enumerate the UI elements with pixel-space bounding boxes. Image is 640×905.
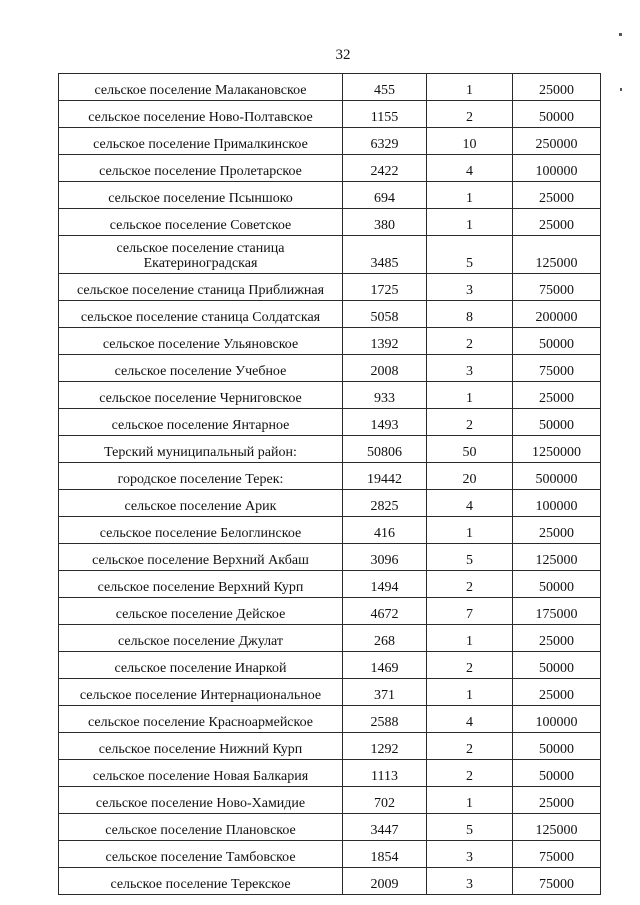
amount-cell: 25000 xyxy=(513,382,601,409)
population-cell: 1493 xyxy=(343,409,427,436)
count-cell: 2 xyxy=(427,571,513,598)
amount-cell: 25000 xyxy=(513,182,601,209)
population-cell: 694 xyxy=(343,182,427,209)
name-cell: сельское поселение Белоглинское xyxy=(59,517,343,544)
table-body xyxy=(59,74,601,895)
amount-cell: 50000 xyxy=(513,328,601,355)
population-cell: 1292 xyxy=(343,733,427,760)
population-cell: 2825 xyxy=(343,490,427,517)
count-cell: 1 xyxy=(427,625,513,652)
name-cell: сельское поселение станица Екатериноградская xyxy=(59,236,343,274)
name-cell: сельское поселение Пролетарское xyxy=(59,155,343,182)
count-cell: 7 xyxy=(427,598,513,625)
name-cell: сельское поселение Терекское xyxy=(59,868,343,895)
population-cell: 3096 xyxy=(343,544,427,571)
name-cell: городское поселение Терек: xyxy=(59,463,343,490)
name-cell: сельское поселение Ново-Полтавское xyxy=(59,101,343,128)
amount-cell: 75000 xyxy=(513,274,601,301)
count-cell: 4 xyxy=(427,706,513,733)
population-cell: 1155 xyxy=(343,101,427,128)
name-cell: сельское поселение Нижний Курп xyxy=(59,733,343,760)
count-cell: 2 xyxy=(427,760,513,787)
count-cell: 20 xyxy=(427,463,513,490)
count-cell: 1 xyxy=(427,74,513,101)
population-cell: 2009 xyxy=(343,868,427,895)
amount-cell: 25000 xyxy=(513,209,601,236)
table-row xyxy=(59,355,601,382)
name-cell: сельское поселение станица Приближная xyxy=(59,274,343,301)
count-cell: 2 xyxy=(427,328,513,355)
table-row xyxy=(59,868,601,895)
name-cell: сельское поселение Советское xyxy=(59,209,343,236)
count-cell: 1 xyxy=(427,209,513,236)
count-cell: 4 xyxy=(427,490,513,517)
amount-cell: 75000 xyxy=(513,841,601,868)
population-cell: 1113 xyxy=(343,760,427,787)
table-row xyxy=(59,236,601,274)
table-row xyxy=(59,301,601,328)
name-cell: Терский муниципальный район: xyxy=(59,436,343,463)
page-number: 32 xyxy=(335,47,351,63)
table-row xyxy=(59,814,601,841)
scan-speck xyxy=(620,88,622,91)
population-cell: 50806 xyxy=(343,436,427,463)
population-cell: 702 xyxy=(343,787,427,814)
amount-cell: 50000 xyxy=(513,571,601,598)
amount-cell: 25000 xyxy=(513,517,601,544)
table-row xyxy=(59,652,601,679)
population-cell: 371 xyxy=(343,679,427,706)
population-cell: 6329 xyxy=(343,128,427,155)
amount-cell: 125000 xyxy=(513,544,601,571)
amount-cell: 75000 xyxy=(513,355,601,382)
name-cell: сельское поселение Арик xyxy=(59,490,343,517)
table-row xyxy=(59,182,601,209)
population-cell: 1392 xyxy=(343,328,427,355)
population-cell: 1725 xyxy=(343,274,427,301)
count-cell: 50 xyxy=(427,436,513,463)
count-cell: 3 xyxy=(427,355,513,382)
amount-cell: 50000 xyxy=(513,733,601,760)
count-cell: 3 xyxy=(427,841,513,868)
count-cell: 2 xyxy=(427,733,513,760)
table-row xyxy=(59,274,601,301)
name-cell: сельское поселение Учебное xyxy=(59,355,343,382)
count-cell: 10 xyxy=(427,128,513,155)
count-cell: 1 xyxy=(427,382,513,409)
table-row xyxy=(59,598,601,625)
count-cell: 5 xyxy=(427,236,513,274)
name-cell: сельское поселение Верхний Акбаш xyxy=(59,544,343,571)
amount-cell: 25000 xyxy=(513,679,601,706)
table-row xyxy=(59,128,601,155)
table-row xyxy=(59,155,601,182)
amount-cell: 100000 xyxy=(513,155,601,182)
population-cell: 19442 xyxy=(343,463,427,490)
table-row xyxy=(59,328,601,355)
amount-cell: 125000 xyxy=(513,236,601,274)
table-row xyxy=(59,101,601,128)
count-cell: 1 xyxy=(427,182,513,209)
count-cell: 3 xyxy=(427,868,513,895)
name-cell: сельское поселение Инаркой xyxy=(59,652,343,679)
name-cell: сельское поселение Псыншоко xyxy=(59,182,343,209)
population-cell: 1854 xyxy=(343,841,427,868)
amount-cell: 75000 xyxy=(513,868,601,895)
amount-cell: 100000 xyxy=(513,490,601,517)
count-cell: 5 xyxy=(427,814,513,841)
table-row xyxy=(59,787,601,814)
population-cell: 1469 xyxy=(343,652,427,679)
table-row xyxy=(59,706,601,733)
table-row xyxy=(59,841,601,868)
name-cell: сельское поселение Интернациональное xyxy=(59,679,343,706)
population-cell: 416 xyxy=(343,517,427,544)
amount-cell: 25000 xyxy=(513,74,601,101)
population-cell: 1494 xyxy=(343,571,427,598)
name-cell: сельское поселение Красноармейское xyxy=(59,706,343,733)
name-cell: сельское поселение Черниговское xyxy=(59,382,343,409)
count-cell: 2 xyxy=(427,652,513,679)
name-cell: сельское поселение Плановское xyxy=(59,814,343,841)
amount-cell: 50000 xyxy=(513,101,601,128)
table-row xyxy=(59,382,601,409)
scan-speck xyxy=(619,33,622,36)
count-cell: 4 xyxy=(427,155,513,182)
count-cell: 2 xyxy=(427,409,513,436)
population-cell: 2422 xyxy=(343,155,427,182)
population-cell: 933 xyxy=(343,382,427,409)
count-cell: 3 xyxy=(427,274,513,301)
allocation-table xyxy=(58,73,601,895)
name-cell: сельское поселение Ульяновское xyxy=(59,328,343,355)
table-row xyxy=(59,209,601,236)
count-cell: 1 xyxy=(427,517,513,544)
name-cell: сельское поселение Ново-Хамидие xyxy=(59,787,343,814)
amount-cell: 500000 xyxy=(513,463,601,490)
name-cell: сельское поселение Дейское xyxy=(59,598,343,625)
table-row xyxy=(59,760,601,787)
table-row xyxy=(59,679,601,706)
name-cell: сельское поселение Верхний Курп xyxy=(59,571,343,598)
population-cell: 455 xyxy=(343,74,427,101)
name-cell: сельское поселение Новая Балкария xyxy=(59,760,343,787)
table-row xyxy=(59,409,601,436)
table-row xyxy=(59,544,601,571)
population-cell: 4672 xyxy=(343,598,427,625)
count-cell: 5 xyxy=(427,544,513,571)
name-cell: сельское поселение Малакановское xyxy=(59,74,343,101)
population-cell: 3447 xyxy=(343,814,427,841)
name-cell: сельское поселение Тамбовское xyxy=(59,841,343,868)
population-cell: 380 xyxy=(343,209,427,236)
count-cell: 8 xyxy=(427,301,513,328)
amount-cell: 1250000 xyxy=(513,436,601,463)
count-cell: 2 xyxy=(427,101,513,128)
name-cell: сельское поселение станица Солдатская xyxy=(59,301,343,328)
table-row xyxy=(59,733,601,760)
name-cell: сельское поселение Янтарное xyxy=(59,409,343,436)
amount-cell: 50000 xyxy=(513,760,601,787)
population-cell: 3485 xyxy=(343,236,427,274)
name-cell: сельское поселение Джулат xyxy=(59,625,343,652)
count-cell: 1 xyxy=(427,679,513,706)
amount-cell: 250000 xyxy=(513,128,601,155)
amount-cell: 200000 xyxy=(513,301,601,328)
population-cell: 2008 xyxy=(343,355,427,382)
table-row xyxy=(59,463,601,490)
name-cell: сельское поселение Прималкинское xyxy=(59,128,343,155)
population-cell: 268 xyxy=(343,625,427,652)
amount-cell: 175000 xyxy=(513,598,601,625)
amount-cell: 50000 xyxy=(513,409,601,436)
amount-cell: 25000 xyxy=(513,625,601,652)
table-row xyxy=(59,74,601,101)
amount-cell: 25000 xyxy=(513,787,601,814)
table-row xyxy=(59,436,601,463)
table-row xyxy=(59,490,601,517)
population-cell: 5058 xyxy=(343,301,427,328)
amount-cell: 125000 xyxy=(513,814,601,841)
amount-cell: 100000 xyxy=(513,706,601,733)
table-row xyxy=(59,625,601,652)
count-cell: 1 xyxy=(427,787,513,814)
table-row xyxy=(59,517,601,544)
table-row xyxy=(59,571,601,598)
population-cell: 2588 xyxy=(343,706,427,733)
amount-cell: 50000 xyxy=(513,652,601,679)
